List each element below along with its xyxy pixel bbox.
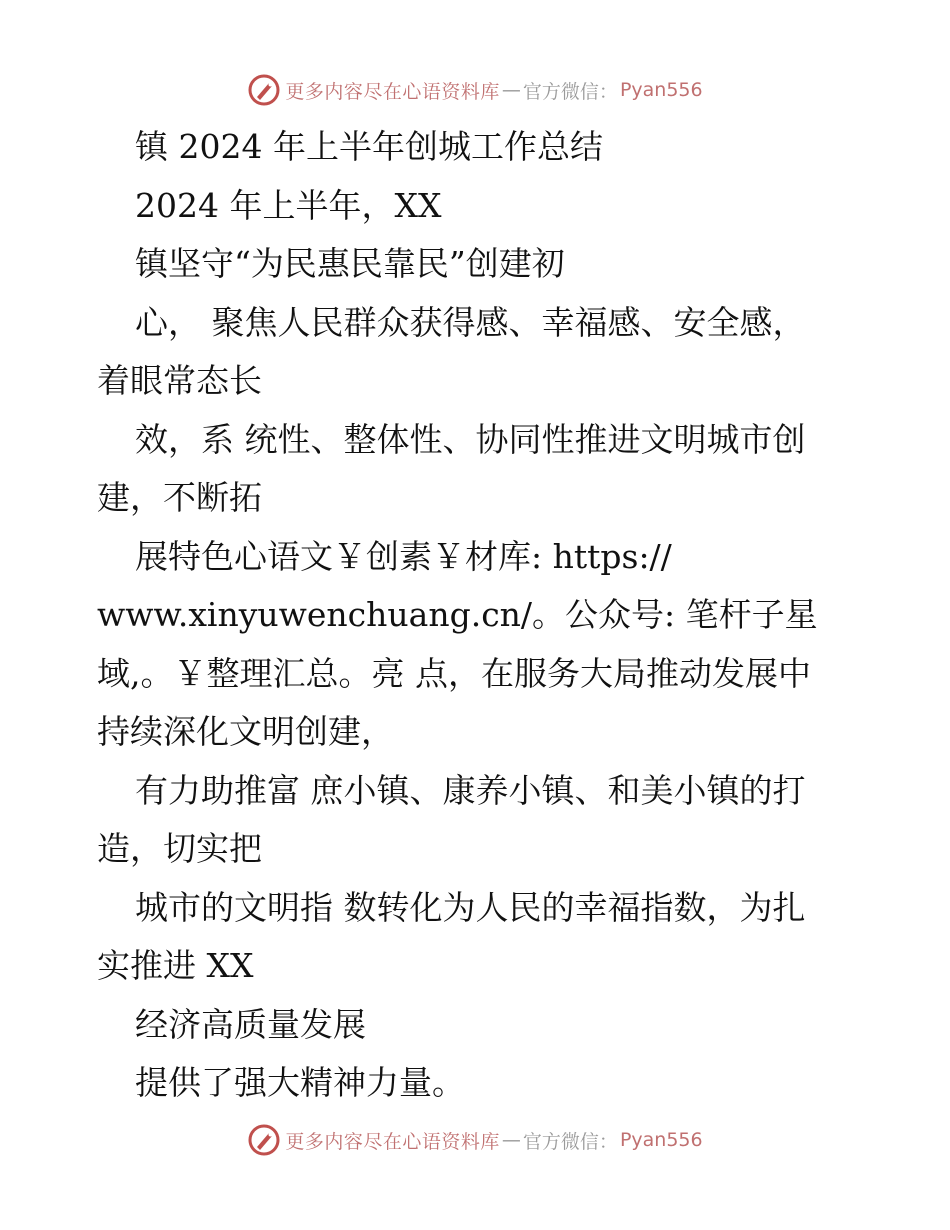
banner-wechat-label: 官方微信： [522, 80, 618, 103]
banner-wechat-id: Pyan556 [619, 79, 703, 101]
doc-line: 经济高质量发展 [135, 1004, 366, 1044]
pen-nib-logo-icon [247, 1123, 281, 1157]
doc-line: 展特色心语文￥创素￥材库: https:// [135, 536, 672, 576]
doc-line: www.xinyuwenchuang.cn/。公众号: 笔杆子星 [97, 595, 818, 634]
header-watermark-banner [0, 70, 950, 110]
doc-line: 镇坚守“为民惠民靠民”创建初 [135, 244, 565, 283]
doc-line: 镇 2024 年上半年创城工作总结 [135, 127, 603, 166]
banner-dash: — [501, 1129, 521, 1151]
doc-line: 建，不断拓 [97, 478, 262, 517]
doc-line: 城市的文明指 数转化为人民的幸福指数，为扎 [135, 887, 806, 927]
doc-line: 持续深化文明创建， [97, 712, 394, 751]
pen-nib-logo-icon [247, 73, 281, 107]
footer-watermark-banner [0, 1120, 950, 1160]
banner-dash: — [501, 79, 521, 101]
doc-line: 造，切实把 [97, 829, 262, 868]
banner-main-text: 更多内容尽在心语资料库 [285, 1130, 500, 1153]
doc-line: 2024 年上半年，XX [135, 185, 442, 225]
doc-line: 效，系 统性、整体性、协同性推进文明城市创 [135, 419, 806, 459]
doc-line: 有力助推富 庶小镇、康养小镇、和美小镇的打 [135, 770, 806, 810]
doc-line: 着眼常态长 [97, 361, 262, 400]
banner-main-text: 更多内容尽在心语资料库 [285, 80, 500, 103]
banner-wechat-label: 官方微信： [522, 1130, 618, 1153]
doc-line: 心， 聚焦人民群众获得感、幸福感、安全感， [135, 302, 806, 342]
doc-line: 域,。￥整理汇总。亮 点，在服务大局推动发展中 [97, 653, 811, 693]
doc-line: 实推进 XX [97, 946, 254, 985]
document-body [97, 118, 857, 1113]
doc-line: 提供了强大精神力量。 [135, 1063, 465, 1102]
banner-wechat-id: Pyan556 [619, 1129, 703, 1151]
